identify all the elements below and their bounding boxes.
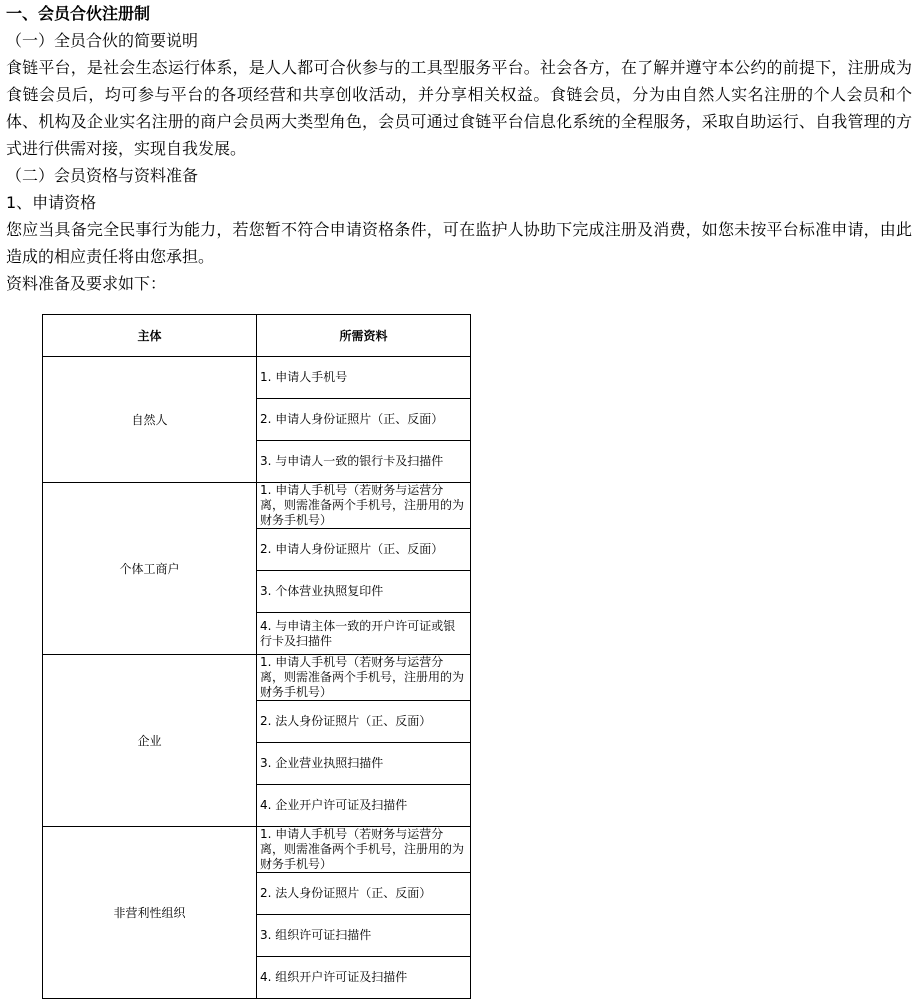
header-materials: 所需资料	[257, 315, 471, 357]
section2-subtitle: 1、申请资格	[6, 193, 97, 212]
material-cell: 2. 法人身份证照片（正、反面）	[257, 873, 471, 915]
section1-title: （一）全员合伙的简要说明	[6, 31, 199, 50]
material-cell: 3. 个体营业执照复印件	[257, 571, 471, 613]
material-cell: 2. 申请人身份证照片（正、反面）	[257, 399, 471, 441]
requirements-table	[42, 314, 471, 999]
table-row	[43, 483, 471, 529]
material-cell: 1. 申请人手机号（若财务与运营分离，则需准备两个手机号，注册用的为财务手机号）	[257, 827, 471, 873]
main-heading: 一、会员合伙注册制	[6, 4, 151, 23]
material-cell: 3. 企业营业执照扫描件	[257, 743, 471, 785]
section2-title: （二）会员资格与资料准备	[6, 166, 199, 185]
header-subject: 主体	[43, 315, 257, 357]
section1-body: 食链平台，是社会生态运行体系，是人人都可合伙参与的工具型服务平台。社会各方，在了解并遵守本公约的前提下，注册成为食链会员后，均可参与平台的各项经营和共享创收活动，并分享相关权益。食链会员，分为由自然人实名注册的个人会员和个体、机构及企业实名注册的商户会员两大类型角色，会员可通过食链平台信息化系统的全程服务，采取自助运行、自我管理的方式进行供需对接，实现自我发展。	[6, 58, 912, 158]
document	[6, 0, 912, 297]
table-row	[43, 357, 471, 399]
material-cell: 1. 申请人手机号	[257, 357, 471, 399]
table-header-row	[43, 315, 471, 357]
material-cell: 4. 企业开户许可证及扫描件	[257, 785, 471, 827]
subject-cell: 非营利性组织	[43, 827, 257, 999]
material-cell: 1. 申请人手机号（若财务与运营分离，则需准备两个手机号，注册用的为财务手机号）	[257, 655, 471, 701]
material-cell: 2. 申请人身份证照片（正、反面）	[257, 529, 471, 571]
table-row	[43, 827, 471, 873]
material-cell: 3. 与申请人一致的银行卡及扫描件	[257, 441, 471, 483]
material-cell: 4. 与申请主体一致的开户许可证或银行卡及扫描件	[257, 613, 471, 655]
section2-body: 您应当具备完全民事行为能力，若您暂不符合申请资格条件，可在监护人协助下完成注册及消费，如您未按平台标准申请，由此造成的相应责任将由您承担。	[6, 220, 912, 266]
table-row	[43, 655, 471, 701]
material-cell: 4. 组织开户许可证及扫描件	[257, 957, 471, 999]
subject-cell: 企业	[43, 655, 257, 827]
table-intro: 资料准备及要求如下：	[6, 274, 167, 293]
material-cell: 2. 法人身份证照片（正、反面）	[257, 701, 471, 743]
subject-cell: 自然人	[43, 357, 257, 483]
subject-cell: 个体工商户	[43, 483, 257, 655]
material-cell: 1. 申请人手机号（若财务与运营分离，则需准备两个手机号，注册用的为财务手机号）	[257, 483, 471, 529]
material-cell: 3. 组织许可证扫描件	[257, 915, 471, 957]
